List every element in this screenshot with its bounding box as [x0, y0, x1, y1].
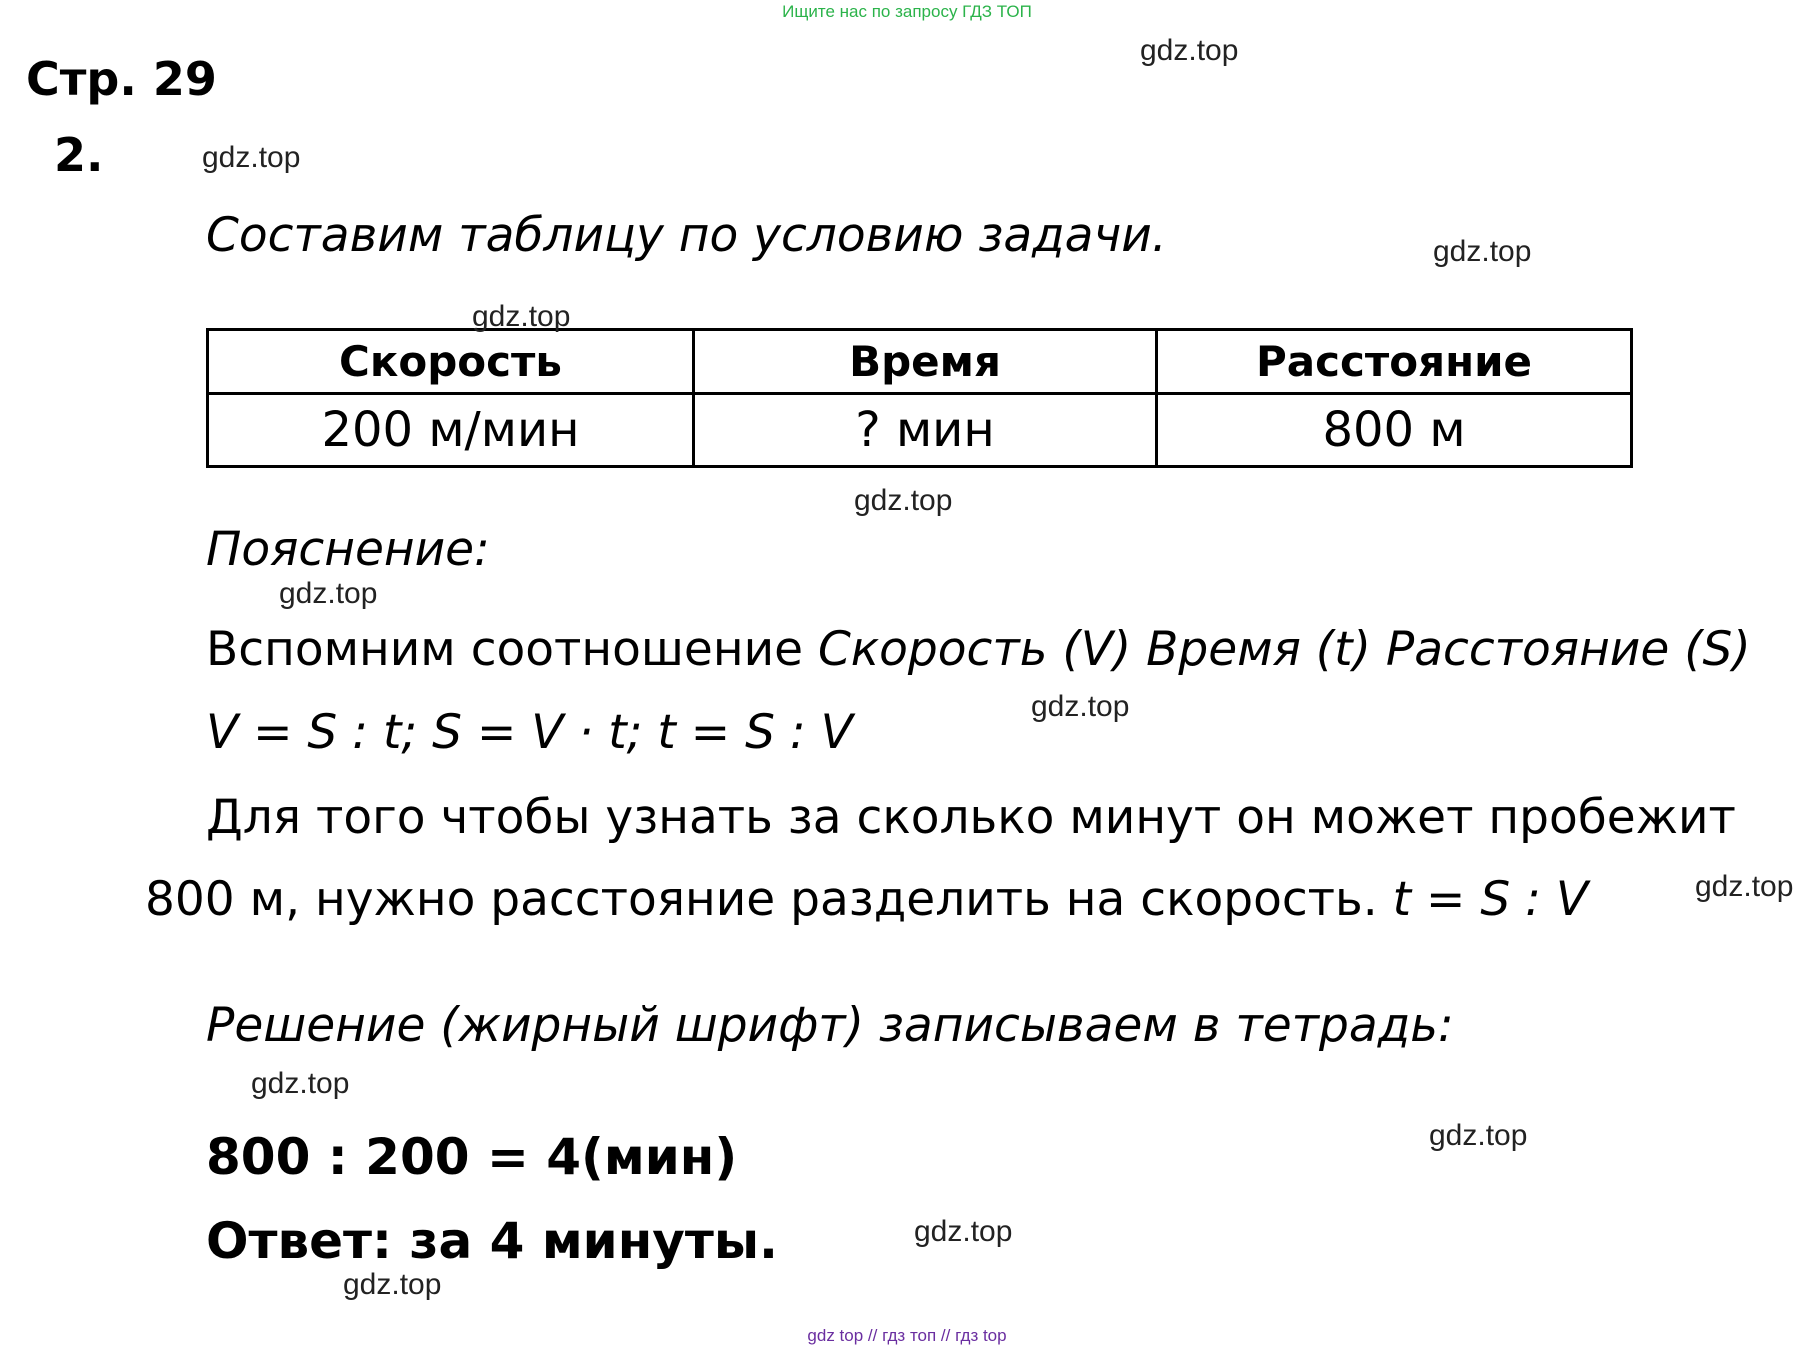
- footer-links: gdz top // гдз топ // гдз top: [807, 1326, 1007, 1345]
- explanation-label: Пояснение:: [206, 522, 490, 577]
- watermark: gdz.top: [279, 577, 378, 610]
- header-time: Время: [694, 330, 1157, 394]
- table-row: [208, 394, 1632, 467]
- cell-speed: 200 м/мин: [208, 394, 694, 467]
- solution-line: 800 : 200 = 4(мин): [206, 1128, 738, 1186]
- watermark: gdz.top: [854, 484, 953, 517]
- solution-label: Решение (жирный шрифт) записываем в тетрадь:: [206, 998, 1454, 1053]
- table-header-row: [208, 330, 1632, 394]
- intro-text: Составим таблицу по условию задачи.: [206, 208, 1167, 263]
- watermark: gdz.top: [202, 141, 301, 174]
- page-label: Стр. 29: [26, 52, 217, 106]
- reasoning-line-1: Для того чтобы узнать за сколько минут он может пробежит: [206, 790, 1736, 845]
- watermark: gdz.top: [1429, 1119, 1528, 1152]
- watermark: gdz.top: [1433, 235, 1532, 268]
- header-distance: Расстояние: [1157, 330, 1632, 394]
- header-speed: Скорость: [208, 330, 694, 394]
- formulas-line: V = S : t; S = V · t; t = S : V: [206, 705, 853, 760]
- reasoning-text: 800 м, нужно расстояние разделить на скорость.: [145, 872, 1393, 927]
- watermark: gdz.top: [1140, 34, 1239, 67]
- recall-line: [206, 622, 1751, 677]
- reasoning-line-2: [145, 872, 1588, 927]
- watermark: gdz.top: [343, 1268, 442, 1301]
- recall-lead: Вспомним соотношение: [206, 622, 818, 677]
- answer-line: Ответ: за 4 минуты.: [206, 1212, 779, 1270]
- watermark: gdz.top: [1695, 870, 1794, 903]
- watermark: gdz.top: [251, 1067, 350, 1100]
- top-banner: Ищите нас по запросу ГДЗ ТОП: [782, 2, 1032, 21]
- watermark: gdz.top: [1031, 690, 1130, 723]
- task-number: 2.: [54, 128, 104, 182]
- watermark: gdz.top: [472, 300, 571, 333]
- condition-table: [206, 328, 1633, 468]
- watermark: gdz.top: [914, 1215, 1013, 1248]
- reasoning-formula: t = S : V: [1392, 872, 1589, 927]
- cell-time: ? мин: [694, 394, 1157, 467]
- cell-distance: 800 м: [1157, 394, 1632, 467]
- recall-relation: Скорость (V) Время (t) Расстояние (S): [817, 622, 1751, 677]
